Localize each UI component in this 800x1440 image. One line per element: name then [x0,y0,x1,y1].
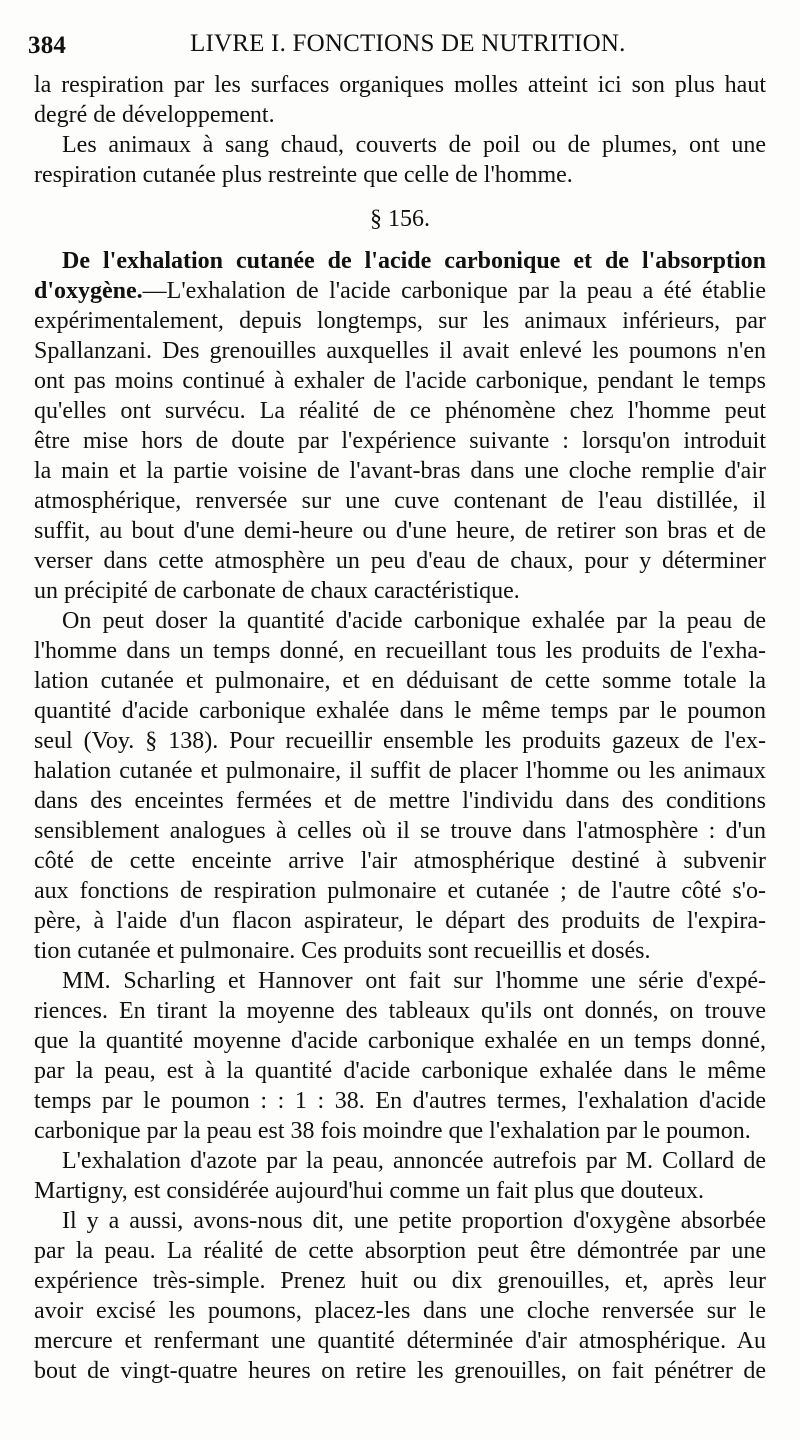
text-line: tion cutanée et pulmonaire. Ces produits sont recueillis et dosés. [34,938,651,964]
text-line: riences. En tirant la moyenne des tableaux qu'ils ont donnés, on trouve [34,998,766,1024]
text-line: On peut doser la quantité d'acide carbonique exhalée par la peau de [62,608,766,634]
text-line: bout de vingt-quatre heures on retire les grenouilles, on fait pénétrer de [34,1358,766,1384]
text-line: sensiblement analogues à celles où il se trouve dans l'atmosphère : d'un [34,818,766,844]
text-line: Martigny, est considérée aujourd'hui comme un fait plus que douteux. [34,1178,704,1204]
text-line: expérimentalement, depuis longtemps, sur les animaux inférieurs, par [34,308,766,334]
section-number: § 156. [370,206,430,232]
text-line: avoir excisé les poumons, placez-les dans une cloche renversée sur le [34,1298,766,1324]
section-heading-line-1: De l'exhalation cutanée de l'acide carbonique et de l'absorption [62,248,766,274]
text-line: la respiration par les surfaces organiques molles atteint ici son plus haut [34,72,766,98]
text-line: côté de cette enceinte arrive l'air atmosphérique destiné à subvenir [34,848,766,874]
text-line: suffit, au bout d'une demi-heure ou d'une heure, de retirer son bras et de [34,518,766,544]
text-line: par la peau, est à la quantité d'acide carbonique exhalée dans le même [34,1058,766,1084]
text-line: dans des enceintes fermées et de mettre l'individu dans des conditions [34,788,766,814]
text-line: père, à l'aide d'un flacon aspirateur, le départ des produits de l'expira- [34,908,766,934]
text-line: carbonique par la peau est 38 fois moindre que l'exhalation par le poumon. [34,1118,751,1144]
text-line: expérience très-simple. Prenez huit ou dix grenouilles, et, après leur [34,1268,766,1294]
text-line: halation cutanée et pulmonaire, il suffit de placer l'homme ou les animaux [34,758,766,784]
running-head-title: LIVRE I. FONCTIONS DE NUTRITION. [190,30,626,57]
paragraph-opening: —L'exhalation de l'acide carbonique par la peau a été établie [142,278,766,304]
text-line: lation cutanée et pulmonaire, et en déduisant de cette somme totale la [34,668,766,694]
body-text [34,70,766,1386]
text-line: L'exhalation d'azote par la peau, annoncée autrefois par M. Collard de [62,1148,766,1174]
text-line: temps par le poumon : : 1 : 38. En d'autres termes, l'exhalation d'acide [34,1088,766,1114]
section-heading-line-2: d'oxygène. [34,278,143,304]
text-line: l'homme dans un temps donné, en recueillant tous les produits de l'exha- [34,638,766,664]
text-line: mercure et renfermant une quantité déterminée d'air atmosphérique. Au [34,1328,766,1354]
text-line: la main et la partie voisine de l'avant-bras dans une cloche remplie d'air [34,458,766,484]
page-number: 384 [28,32,67,59]
text-line: quantité d'acide carbonique exhalée dans le même temps par le poumon [34,698,766,724]
text-line: ont pas moins continué à exhaler de l'acide carbonique, pendant le temps [34,368,766,394]
section-heading-continued [34,276,766,306]
text-line: que la quantité moyenne d'acide carbonique exhalée en un temps donné, [34,1028,766,1054]
text-line: MM. Scharling et Hannover ont fait sur l'homme une série d'expé- [62,968,766,994]
text-line: qu'elles ont survécu. La réalité de ce phénomène chez l'homme peut [34,398,766,424]
text-line: Il y a aussi, avons-nous dit, une petite proportion d'oxygène absorbée [62,1208,766,1234]
text-line: verser dans cette atmosphère un peu d'eau de chaux, pour y déterminer [34,548,766,574]
text-line: par la peau. La réalité de cette absorption peut être démontrée par une [34,1238,766,1264]
text-line: degré de développement. [34,102,275,128]
text-line: Les animaux à sang chaud, couverts de poil ou de plumes, ont une [62,132,766,158]
running-head [28,26,760,66]
text-line: seul (Voy. § 138). Pour recueillir ensemble les produits gazeux de l'ex- [34,728,766,754]
text-line: atmosphérique, renversée sur une cuve contenant de l'eau distillée, il [34,488,766,514]
text-line: Spallanzani. Des grenouilles auxquelles il avait enlevé les poumons n'en [34,338,766,364]
text-line: respiration cutanée plus restreinte que celle de l'homme. [34,162,573,188]
text-line: un précipité de carbonate de chaux caractéristique. [34,578,520,604]
section-heading [34,246,766,276]
text-line: aux fonctions de respiration pulmonaire et cutanée ; de l'autre côté s'o- [34,878,766,904]
text-line: être mise hors de doute par l'expérience suivante : lorsqu'on introduit [34,428,766,454]
